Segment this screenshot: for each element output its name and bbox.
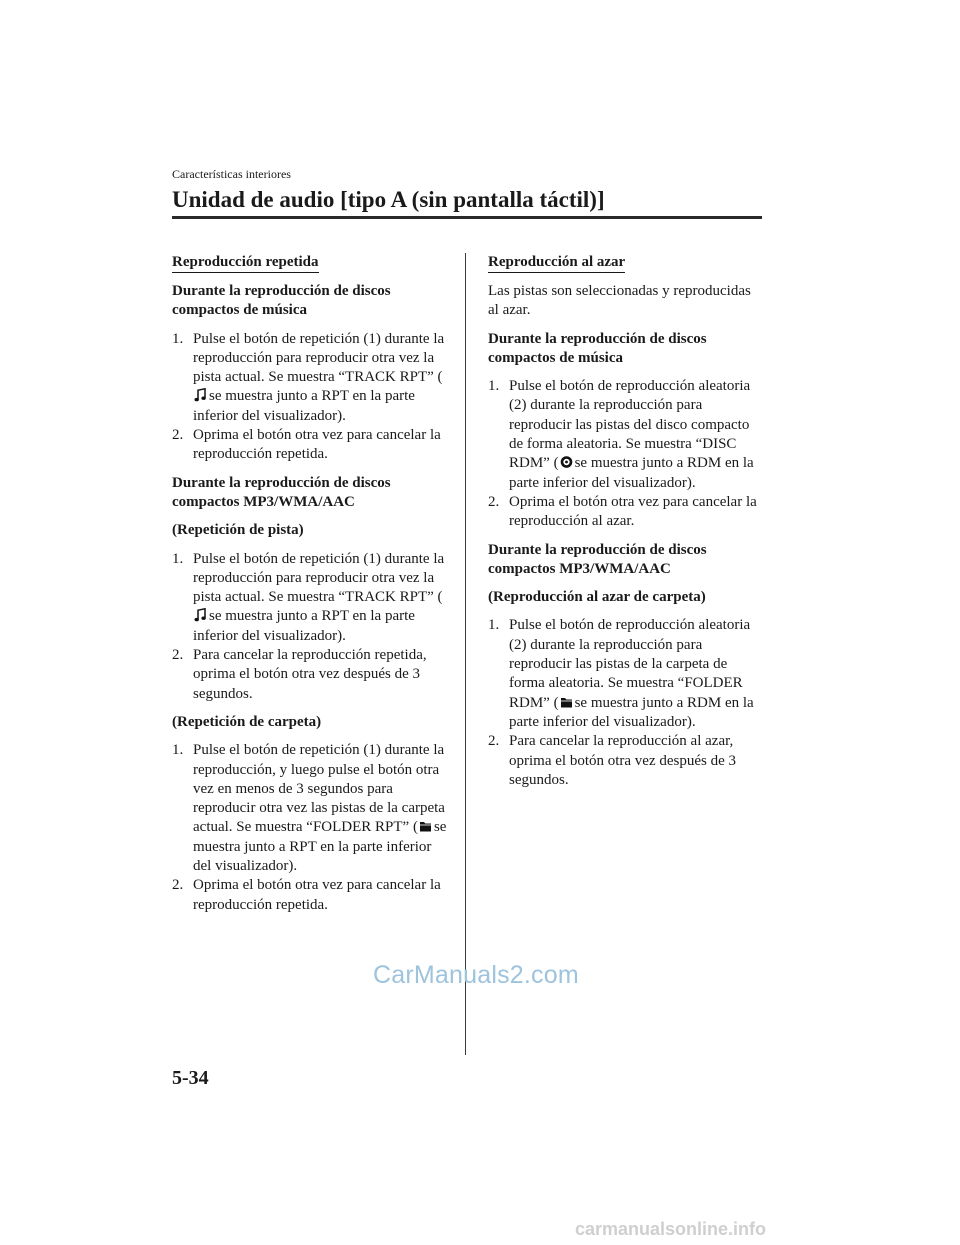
step-number: 2.: [172, 877, 184, 894]
music-note-icon: [194, 608, 207, 622]
random-heading: Reproducción al azar: [488, 253, 625, 273]
list-item: [488, 732, 763, 790]
column-divider: [465, 253, 466, 1055]
step-number: 1.: [172, 742, 184, 759]
list-item: [172, 426, 450, 465]
step-number: 1.: [488, 617, 500, 634]
repeat-cd-subhead: Durante la reproducción de discos compactos de música: [172, 283, 391, 319]
step-text: Oprima el botón otra vez para cancelar la reproducción al azar.: [509, 493, 757, 530]
page-number: 5-34: [172, 1067, 209, 1089]
step-number: 2.: [488, 733, 500, 750]
step-text: Oprima el botón otra vez para cancelar la reproducción repetida.: [193, 427, 441, 463]
list-item: [172, 550, 450, 646]
footer-watermark: carmanualsonline.info: [575, 1219, 767, 1239]
title-rule: [172, 216, 762, 219]
random-cd-steps: [488, 377, 763, 531]
step-text: Oprima el botón otra vez para cancelar la reproducción repetida.: [193, 877, 441, 913]
disc-icon: [560, 455, 573, 469]
step-text: Pulse el botón de reproducción aleatoria (2) durante la reproducción para reproducir las pistas del disco compacto de forma aleatoria. Se muestra “DISC RDM” ( se muestra junto a RDM en la parte inferior del visualizador).: [509, 378, 754, 491]
track-repeat-steps: [172, 550, 450, 704]
folder-repeat-subhead: (Repetición de carpeta): [172, 713, 322, 730]
list-item: [488, 616, 763, 732]
step-text: Para cancelar la reproducción al azar, oprima el botón otra vez después de 3 segundos.: [509, 733, 737, 788]
repeat-cd-steps: [172, 330, 450, 465]
repeat-heading: Reproducción repetida: [172, 253, 319, 273]
step-number: 2.: [172, 427, 184, 444]
folder-random-subhead: (Reproducción al azar de carpeta): [488, 589, 706, 606]
folder-random-steps: [488, 616, 763, 790]
step-number: 1.: [172, 330, 184, 347]
step-text: Pulse el botón de reproducción aleatoria (2) durante la reproducción para reproducir las pistas de la carpeta de forma aleatoria. Se muestra “FOLDER RDM” ( se muestra junto a RDM en la parte inferior del visualizador).: [509, 617, 754, 730]
list-item: [172, 646, 450, 704]
step-text: Pulse el botón de repetición (1) durante la reproducción para reproducir otra vez la pista actual. Se muestra “TRACK RPT” ( se muestra junto a RPT en la parte inferior del visualizador).: [193, 550, 445, 644]
step-text: Pulse el botón de repetición (1) durante la reproducción, y luego pulse el botón otra vez en menos de 3 segundos para reproducir otra vez las pistas de la carpeta actual. Se muestra “FOLDER RPT” ( se muestra junto a RPT en la parte inferior del visualizador).: [193, 742, 447, 875]
folder-icon: [560, 695, 573, 709]
left-column: [172, 253, 450, 924]
list-item: [172, 741, 450, 876]
list-item: [172, 330, 450, 426]
step-number: 2.: [488, 493, 500, 510]
list-item: [488, 493, 763, 532]
list-item: [172, 876, 450, 915]
page-title: Unidad de audio [tipo A (sin pantalla táctil)]: [172, 187, 605, 212]
right-column: [488, 253, 763, 799]
random-mp3-subhead: Durante la reproducción de discos compactos MP3/WMA/AAC: [488, 541, 707, 577]
step-number: 2.: [172, 647, 184, 664]
step-number: 1.: [172, 550, 184, 567]
step-text: Pulse el botón de repetición (1) durante la reproducción para reproducir otra vez la pista actual. Se muestra “TRACK RPT” ( se muestra junto a RPT en la parte inferior del visualizador).: [193, 330, 445, 424]
watermark-logo: CarManuals2.com: [373, 961, 579, 989]
random-intro: Las pistas son seleccionadas y reproducidas al azar.: [488, 283, 751, 319]
step-number: 1.: [488, 378, 500, 395]
track-repeat-subhead: (Repetición de pista): [172, 522, 304, 539]
folder-icon: [419, 819, 432, 833]
step-text: Para cancelar la reproducción repetida, oprima el botón otra vez después de 3 segundos.: [193, 647, 427, 702]
music-note-icon: [194, 388, 207, 402]
section-label: Características interiores: [172, 167, 291, 181]
list-item: [488, 377, 763, 493]
random-cd-subhead: Durante la reproducción de discos compactos de música: [488, 330, 707, 366]
repeat-mp3-subhead: Durante la reproducción de discos compactos MP3/WMA/AAC: [172, 474, 391, 510]
folder-repeat-steps: [172, 741, 450, 915]
